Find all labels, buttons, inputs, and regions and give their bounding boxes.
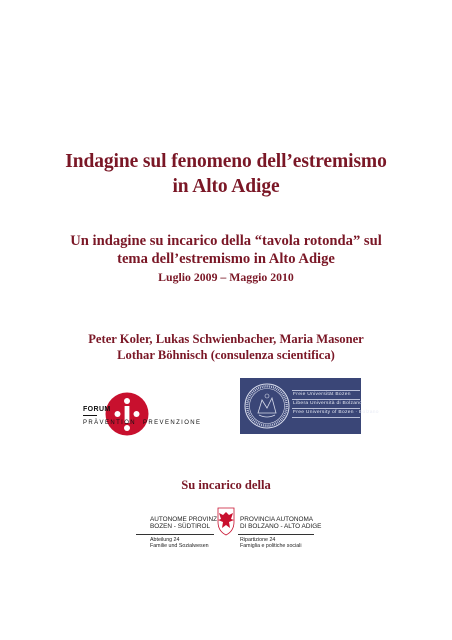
province-de-line-1: AUTONOME PROVINZ — [150, 516, 217, 523]
document-title — [20, 149, 432, 199]
subtitle-line-2: tema dell’estremismo in Alto Adige — [117, 251, 335, 267]
title-line-1: Indagine sul fenomeno dell’estremismo — [65, 151, 387, 172]
province-it-dept-1: Ripartizione 24 — [240, 537, 276, 543]
document-subtitle — [14, 232, 438, 268]
province-it-line-1: PROVINCIA AUTONOMA — [240, 516, 314, 523]
university-seal-icon — [244, 383, 290, 429]
province-rule-right — [238, 534, 314, 535]
eagle-coat-of-arms-icon — [216, 506, 236, 536]
university-rule-1 — [292, 390, 360, 391]
university-logo — [240, 378, 379, 434]
date-range: Luglio 2009 – Maggio 2010 — [158, 270, 294, 284]
university-rule-3 — [292, 408, 360, 409]
forum-logo-separator — [139, 417, 140, 426]
university-rule-2 — [292, 399, 360, 400]
province-it-line-2: DI BOLZANO - ALTO ADIGE — [240, 523, 322, 530]
subtitle-line-1: Un indagine su incarico della “tavola rotonda” sul — [70, 233, 382, 249]
province-de-dept-1: Abteilung 24 — [150, 537, 180, 543]
forum-logo-sub-it: PREVENZIONE — [143, 420, 202, 426]
province-logo — [136, 506, 322, 556]
province-de-line-2: BOZEN - SÜDTIROL — [150, 523, 211, 530]
forum-logo-name: FORUM — [83, 406, 111, 413]
forum-logo-subtitle — [83, 417, 201, 426]
province-de-dept-2: Familie und Sozialwesen — [150, 543, 209, 549]
university-name-de: Freie Universität Bozen — [293, 392, 351, 397]
university-name-it: Libera Università di Bolzano — [293, 401, 363, 406]
commission-label: Su incarico della — [181, 478, 271, 492]
province-it-dept-2: Famiglia e politiche sociali — [240, 543, 302, 549]
province-rule-left — [136, 534, 214, 535]
forum-logo-rule — [83, 415, 97, 416]
forum-logo-icon — [42, 392, 212, 436]
authors-line-1: Peter Koler, Lukas Schwienbacher, Maria Masoner — [88, 332, 364, 346]
forum-logo-sub-de: PRÄVENTION — [83, 420, 137, 426]
university-name-en: Free University of Bozen · Bolzano — [293, 410, 379, 415]
university-rule-4 — [292, 417, 360, 418]
authors — [20, 332, 432, 363]
title-line-2: in Alto Adige — [172, 176, 280, 197]
authors-line-2: Lothar Böhnisch (consulenza scientifica) — [117, 347, 335, 362]
